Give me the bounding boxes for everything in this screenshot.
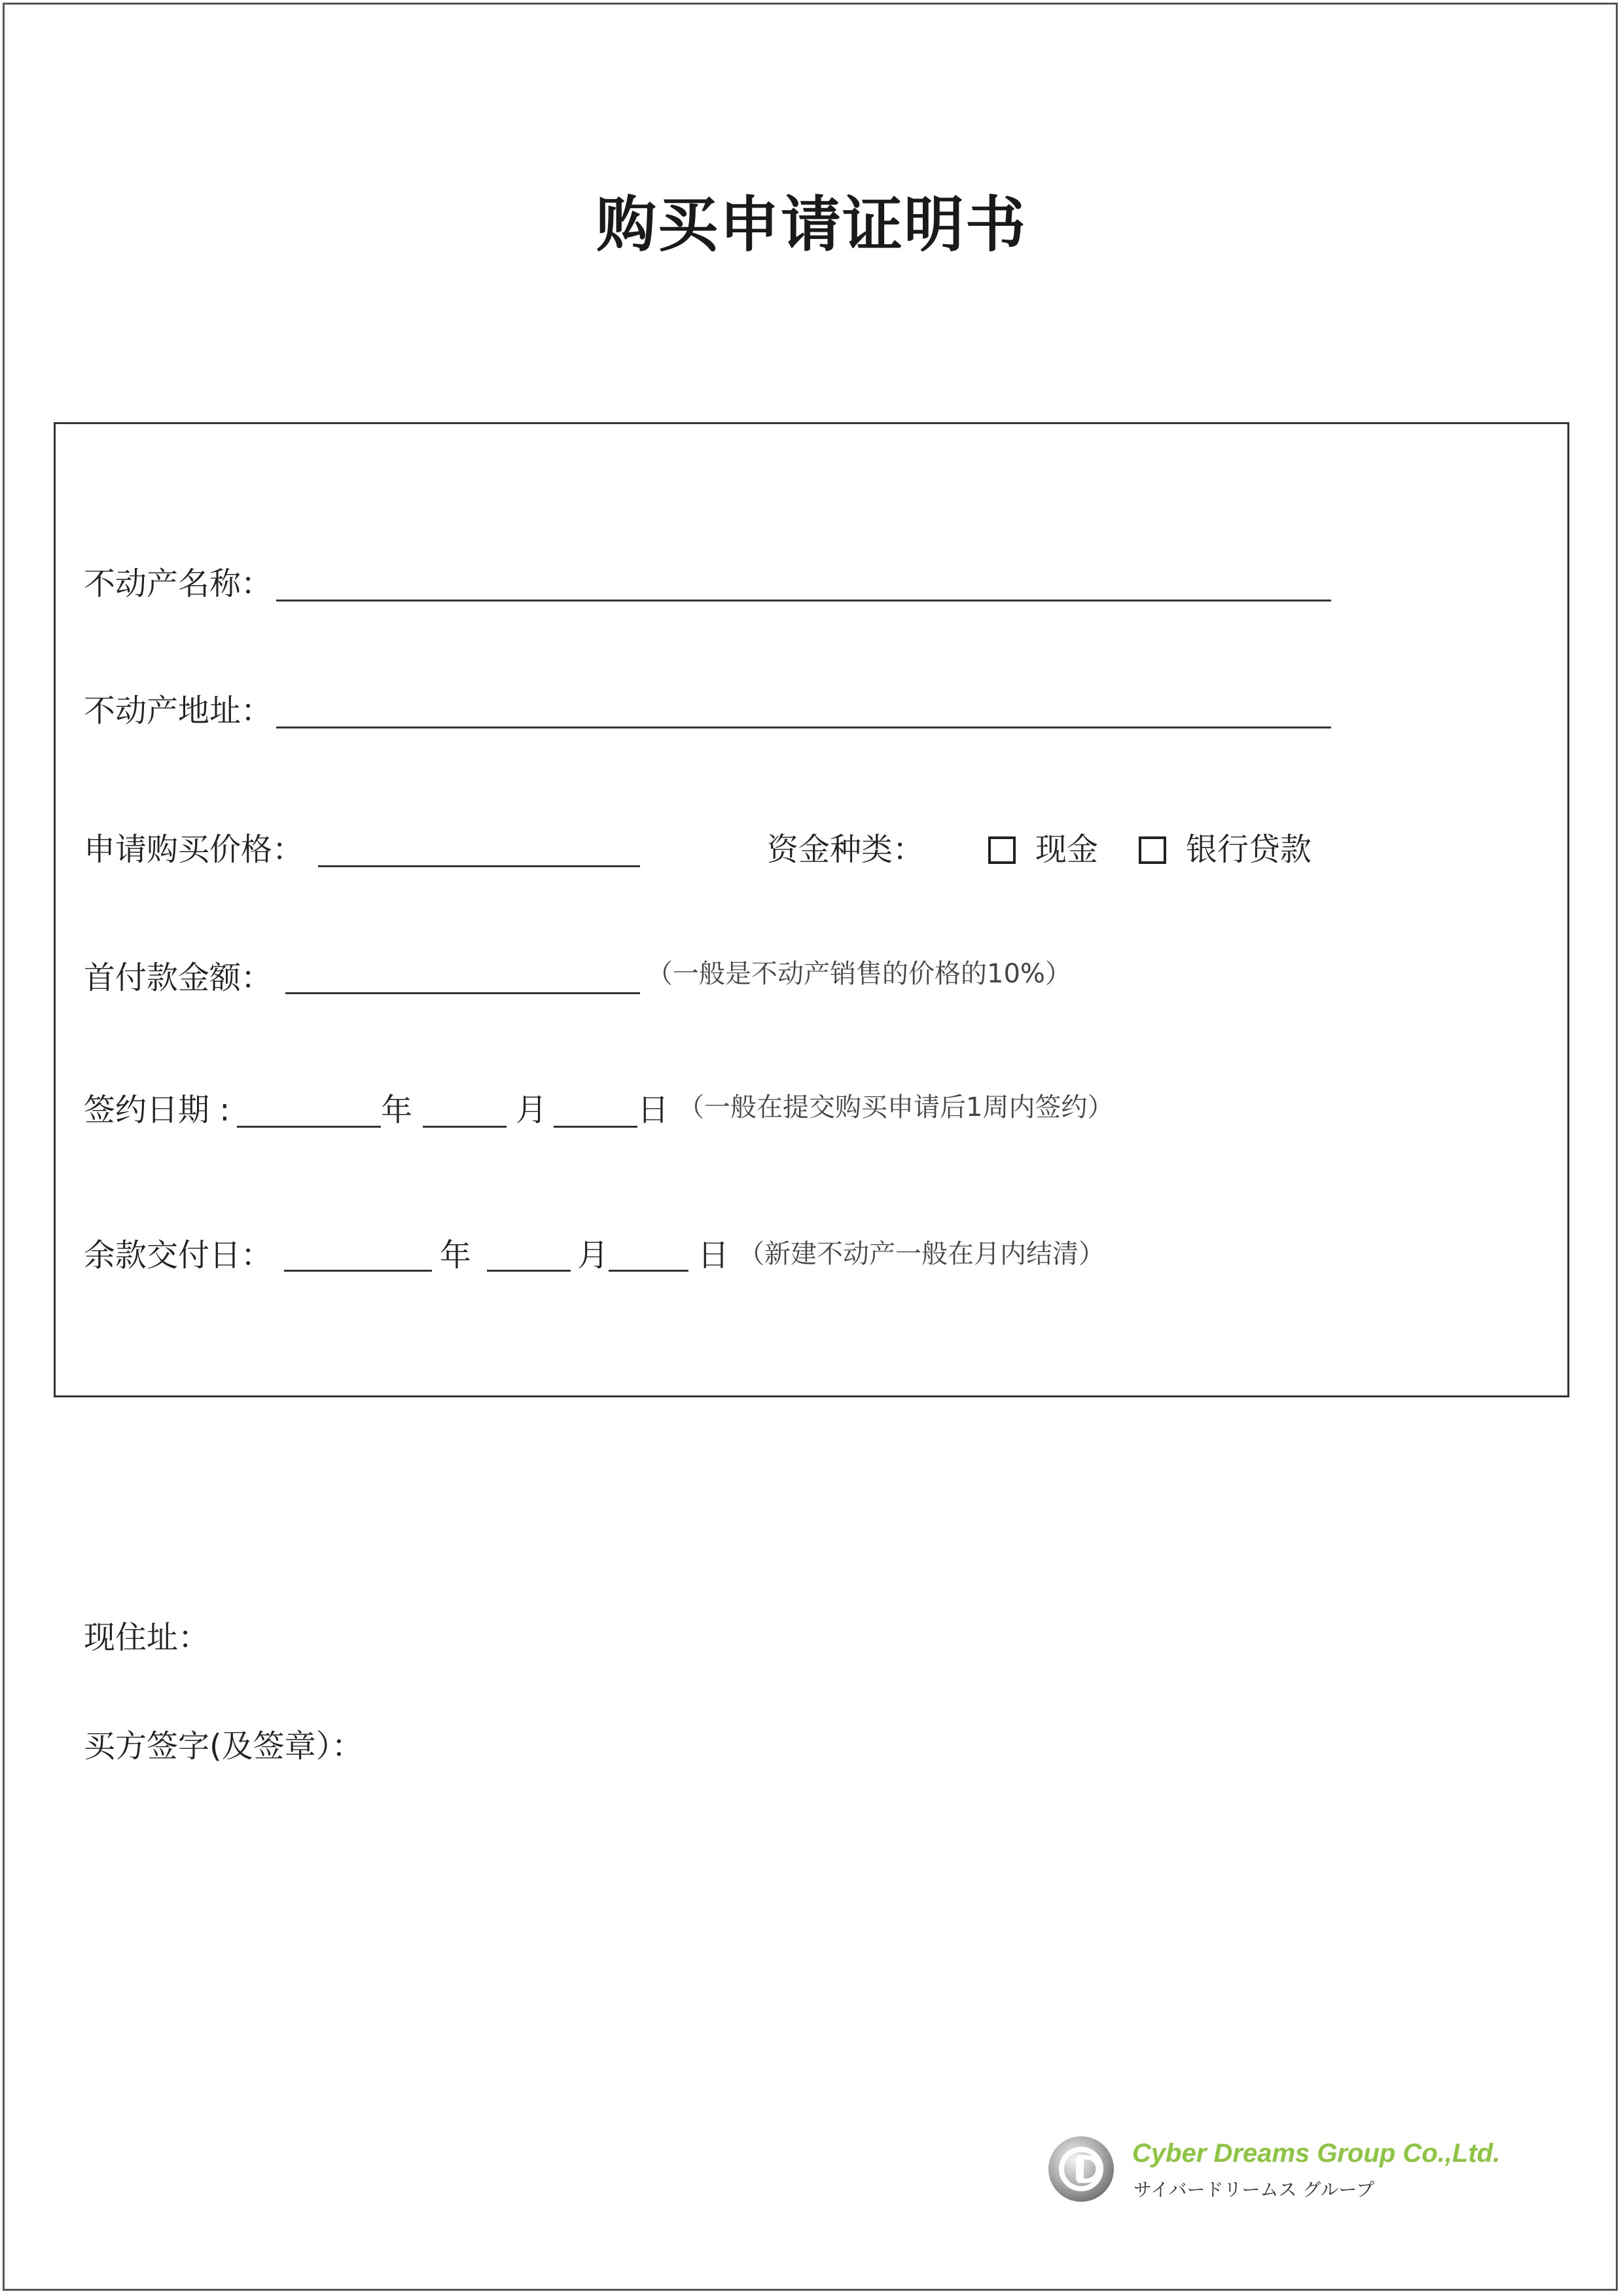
price-field[interactable]: [318, 865, 640, 867]
cash-option-label: 现金: [1035, 831, 1099, 868]
company-name: Cyber Dreams Group Co.,Ltd.: [1132, 2139, 1501, 2168]
buyer-signature-label: 买方签字(及签章）：: [84, 1728, 363, 1765]
property-name-field[interactable]: [276, 600, 1331, 601]
balance-date-note: （新建不动产一般在月内结清）: [738, 1239, 1105, 1269]
company-name-katakana: サイバードリームス グループ: [1133, 2179, 1375, 2200]
company-logo: [1047, 2135, 1531, 2207]
signing-date-note: （一般在提交购买申请后1周内签约）: [678, 1092, 1114, 1122]
signing-day-label: 日: [637, 1092, 669, 1128]
signing-date-label: 签约日期 :: [84, 1092, 230, 1128]
property-address-field[interactable]: [276, 726, 1331, 728]
document-title: 购买申请证明书: [596, 190, 1027, 260]
balance-date-label: 余款交付日：: [84, 1237, 273, 1274]
signing-year-field[interactable]: [237, 1126, 381, 1128]
down-payment-note: （一般是不动产销售的价格的10%）: [647, 959, 1071, 989]
balance-month-field[interactable]: [487, 1270, 571, 1272]
down-payment-field[interactable]: [285, 992, 640, 994]
down-payment-label: 首付款金额：: [84, 960, 273, 996]
cash-checkbox[interactable]: [988, 836, 1016, 864]
current-address-label: 现住址：: [84, 1619, 210, 1656]
signing-day-field[interactable]: [554, 1126, 637, 1128]
signing-month-label: 月: [516, 1092, 548, 1128]
price-label: 申请购买价格：: [84, 831, 304, 868]
balance-day-field[interactable]: [609, 1270, 688, 1272]
balance-year-field[interactable]: [284, 1270, 432, 1272]
signing-year-label: 年: [381, 1092, 413, 1128]
balance-year-label: 年: [440, 1237, 472, 1274]
bank-loan-option-label: 银行贷款: [1186, 831, 1312, 868]
signing-month-field[interactable]: [423, 1126, 507, 1128]
balance-month-label: 月: [577, 1237, 609, 1274]
bank-loan-checkbox[interactable]: [1139, 836, 1166, 864]
property-address-label: 不动产地址：: [84, 692, 273, 729]
company-logo-icon: [1047, 2135, 1115, 2203]
funding-type-label: 资金种类：: [767, 831, 925, 868]
balance-day-label: 日: [698, 1237, 730, 1274]
property-name-label: 不动产名称：: [84, 565, 273, 602]
